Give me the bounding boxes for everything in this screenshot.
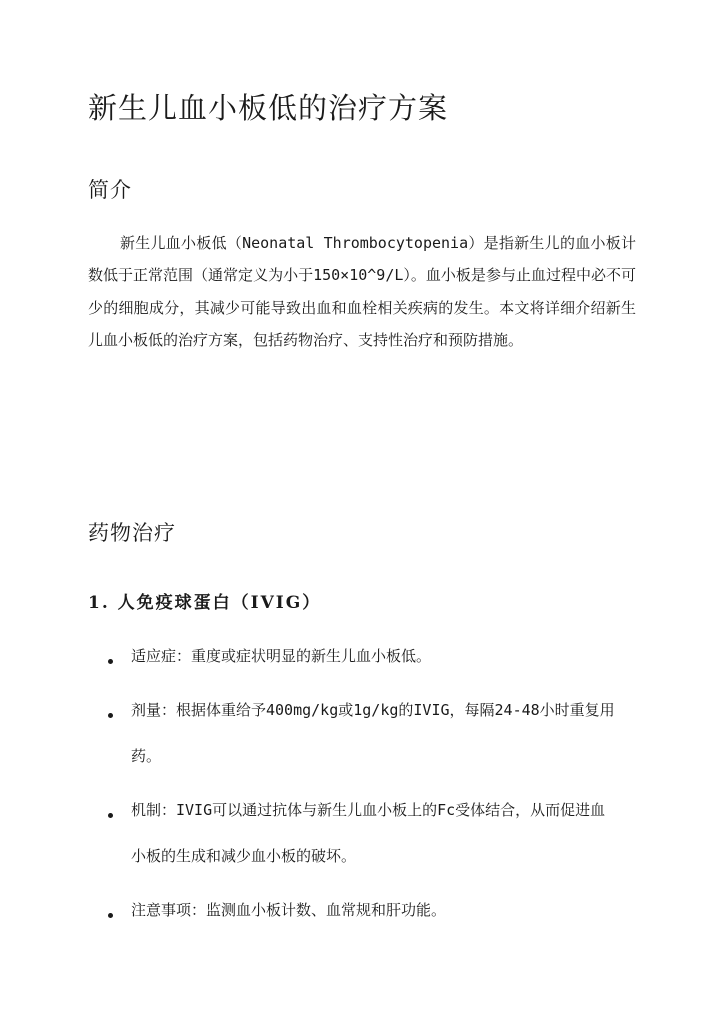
- bullet-dot-icon: [108, 813, 113, 818]
- subsection-heading-ivig: 1. 人免疫球蛋白（IVIG）: [88, 593, 322, 613]
- list-item-dosage: [108, 702, 618, 779]
- list-item-text: 注意事项：监测血小板计数、血常规和肝功能。: [131, 901, 447, 919]
- bullet-dot-icon: [108, 659, 113, 664]
- list-item-precautions: [108, 902, 618, 934]
- intro-paragraph: 新生儿血小板低（Neonatal Thrombocytopenia）是指新生儿的血小板计数低于正常范围（通常定义为小于150×10^9/L）。血小板是参与止血过程中必不可少的细胞成分，其减少可能导致出血和血栓相关疾病的发生。本文将详细介绍新生儿血小板低的治疗方案，包括药物治疗、支持性治疗和预防措施。: [88, 234, 636, 350]
- bullet-dot-icon: [108, 913, 113, 918]
- section-heading-intro: 简介: [88, 178, 132, 202]
- section-heading-drug-therapy: 药物治疗: [88, 521, 176, 545]
- list-item-text: 机制：IVIG可以通过抗体与新生儿血小板上的Fc受体结合，从而促进血小板的生成和减少血小板的破坏。: [131, 801, 606, 865]
- page-title: 新生儿血小板低的治疗方案: [88, 91, 449, 125]
- list-item-mechanism: [108, 802, 618, 879]
- bullet-dot-icon: [108, 713, 113, 718]
- list-item-indication: [108, 648, 618, 680]
- list-item-text: 适应症：重度或症状明显的新生儿血小板低。: [131, 647, 432, 665]
- list-item-text: 剂量：根据体重给予400mg/kg或1g/kg的IVIG，每隔24-48小时重复用药。: [131, 701, 615, 765]
